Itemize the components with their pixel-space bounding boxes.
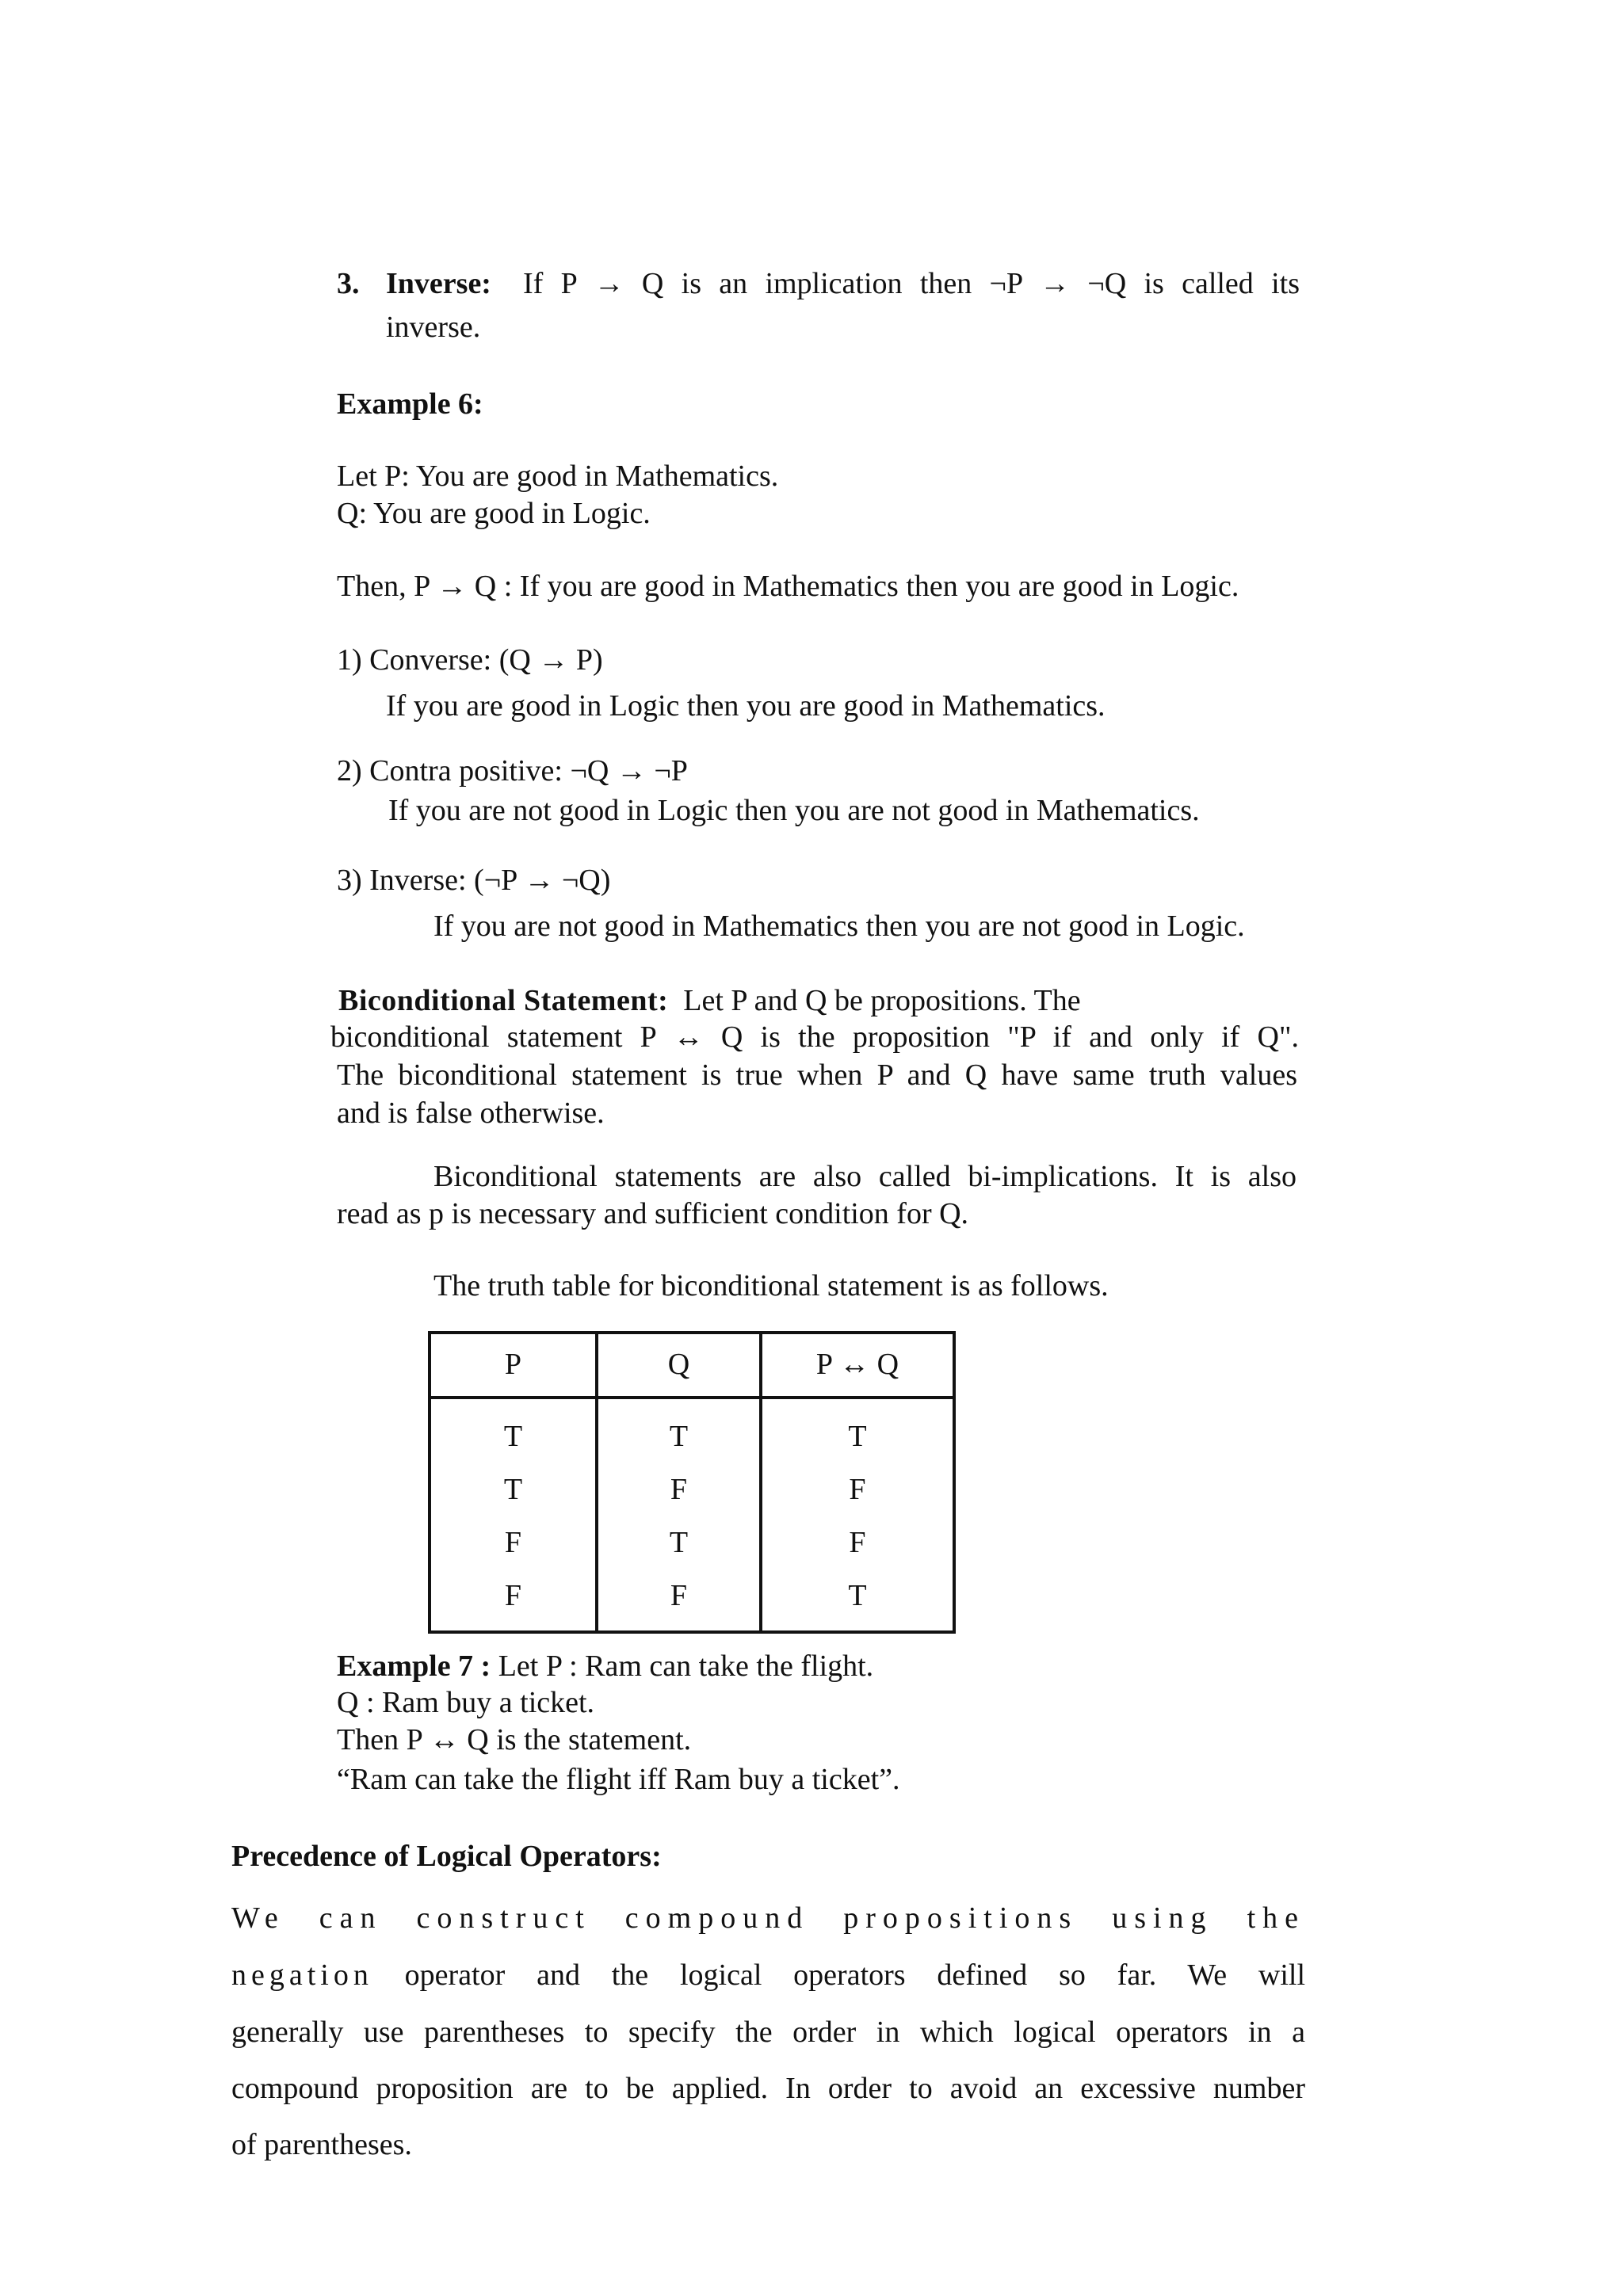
truth-table-intro: The truth table for biconditional statement is as follows. <box>433 1269 1109 1302</box>
truth-table-row <box>430 1463 954 1516</box>
example6-let-p: Let P: You are good in Mathematics. <box>337 460 779 493</box>
truth-table-header-p: P <box>430 1333 597 1398</box>
inverse-example-label: 3) Inverse: (¬P → ¬Q) <box>337 864 611 897</box>
truth-table-row <box>430 1516 954 1569</box>
converse-label: 1) Converse: (Q → P) <box>337 643 603 677</box>
contrapositive-text: If you are not good in Logic then you are not good in Mathematics. <box>388 794 1200 827</box>
truth-table-cell: F <box>761 1516 954 1569</box>
biconditional-title: Biconditional Statement: <box>338 984 669 1017</box>
example7-line4: “Ram can take the flight iff Ram buy a ticket”. <box>337 1763 900 1796</box>
truth-table-cell: T <box>761 1569 954 1632</box>
truth-table-cell: T <box>761 1398 954 1463</box>
example7-line2: Q : Ram buy a ticket. <box>337 1686 595 1719</box>
truth-table-cell: F <box>761 1463 954 1516</box>
truth-table-cell: T <box>503 1419 523 1453</box>
precedence-line3: generally use parentheses to specify the order in which logical operators in a <box>231 2016 1305 2049</box>
example7-line1 <box>337 1648 873 1686</box>
truth-table-cell: F <box>597 1569 761 1632</box>
biconditional-line1-text: Let P and Q be propositions. The <box>683 984 1081 1017</box>
truth-table-header-q: Q <box>597 1333 761 1398</box>
inverse-definition-line1: If P → Q is an implication then ¬P → ¬Q is called its <box>523 267 1300 300</box>
example7-line1-text: Let P : Ram can take the flight. <box>491 1650 874 1683</box>
example6-q: Q: You are good in Logic. <box>337 497 651 530</box>
truth-table-cell: F <box>597 1463 761 1516</box>
inverse-number: 3. <box>337 267 360 300</box>
inverse-example-text: If you are not good in Mathematics then you are not good in Logic. <box>433 910 1245 943</box>
truth-table-cell: T <box>503 1472 523 1506</box>
truth-table-row <box>430 1398 954 1463</box>
truth-table <box>428 1331 956 1634</box>
example7-heading: Example 7 : <box>337 1650 491 1683</box>
precedence-negation-word: negation <box>231 1958 373 1992</box>
truth-table-cell: T <box>597 1516 761 1569</box>
truth-table-cell: F <box>504 1578 522 1612</box>
truth-table-header-biconditional: P ↔ Q <box>761 1333 954 1398</box>
converse-text: If you are good in Logic then you are good in Mathematics. <box>386 689 1106 723</box>
contrapositive-label: 2) Contra positive: ¬Q → ¬P <box>337 754 688 788</box>
truth-table-cell: T <box>597 1398 761 1463</box>
biconditional-line2: biconditional statement P ↔ Q is the proposition "P if and only if Q". <box>330 1020 1299 1054</box>
biconditional-para2-line2: read as p is necessary and sufficient condition for Q. <box>337 1197 969 1230</box>
biconditional-line4: and is false otherwise. <box>337 1097 605 1130</box>
precedence-heading: Precedence of Logical Operators: <box>231 1840 662 1873</box>
precedence-line4: compound proposition are to be applied. In order to avoid an excessive number <box>231 2072 1305 2105</box>
example6-heading: Example 6: <box>337 387 483 421</box>
precedence-line5: of parentheses. <box>231 2128 412 2161</box>
example6-then: Then, P → Q : If you are good in Mathematics then you are good in Logic. <box>337 570 1239 603</box>
truth-table-header-row <box>430 1333 954 1398</box>
truth-table-row <box>430 1569 954 1632</box>
truth-table-cell: F <box>504 1525 522 1559</box>
biconditional-line3: The biconditional statement is true when P and Q have same truth values <box>337 1058 1297 1092</box>
biconditional-line1 <box>338 982 1081 1020</box>
biconditional-para2-line1: Biconditional statements are also called bi-implications. It is also <box>433 1160 1296 1193</box>
precedence-line1: We can construct compound propositions using the <box>231 1901 1305 1935</box>
precedence-line2: negation operator and the logical operators defined so far. We will <box>231 1958 1306 1992</box>
inverse-title: Inverse: <box>386 267 491 300</box>
example7-line3: Then P ↔ Q is the statement. <box>337 1723 692 1756</box>
inverse-definition-line2: inverse. <box>386 311 481 344</box>
